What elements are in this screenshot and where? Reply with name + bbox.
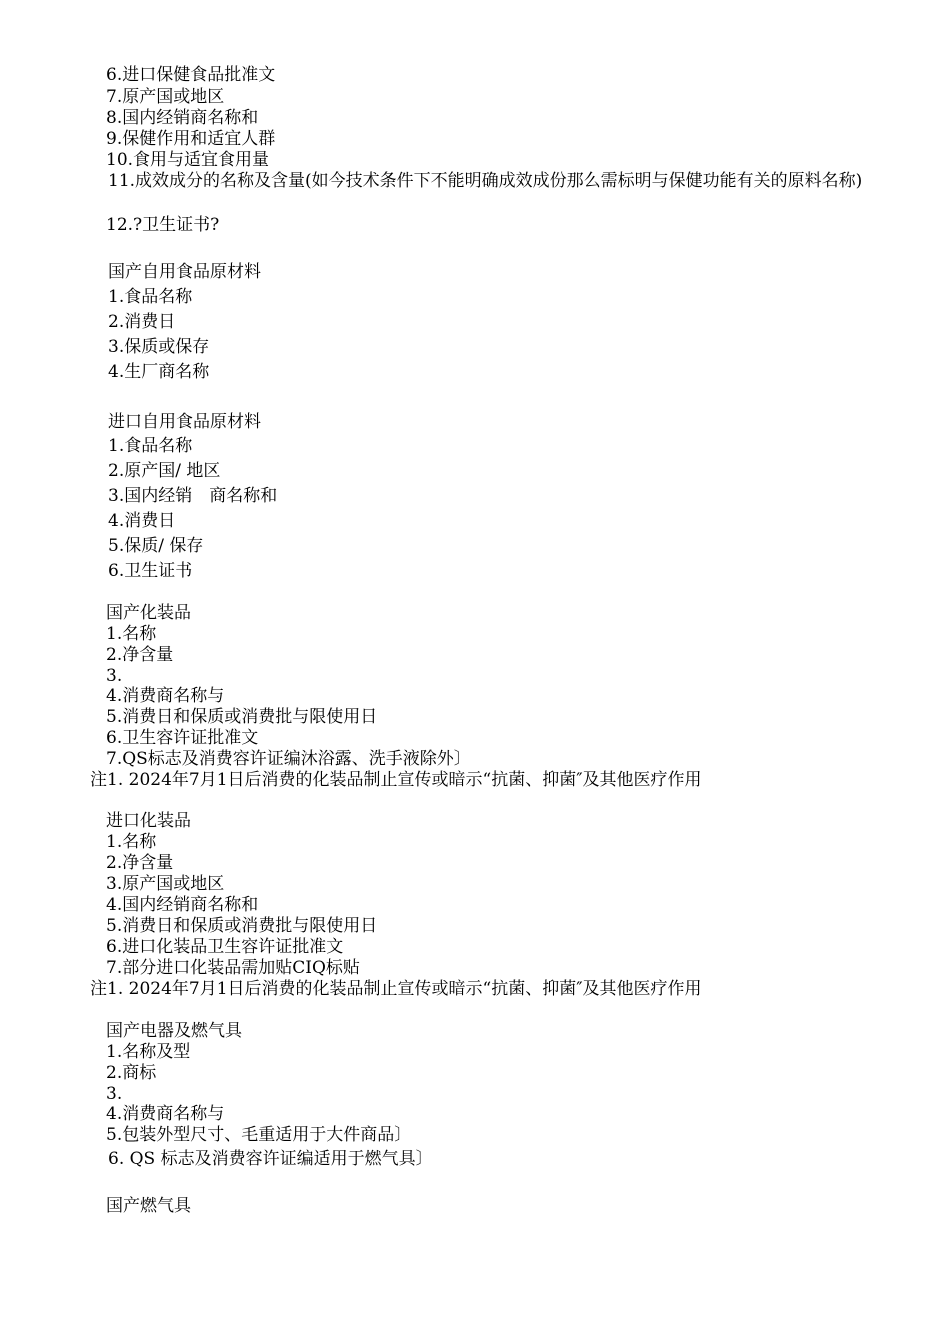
list-item: 5.消费日和保质或消费批与限使用日 [106,916,378,936]
list-item: 1.名称及型 [106,1042,191,1062]
list-item: 1.名称 [106,624,157,644]
list-item: 4.生厂商名称 [108,362,210,382]
section-title-domestic-gas-appliances: 国产燃气具 [106,1196,191,1216]
list-item: 5.保质/ 保存 [108,536,204,556]
list-item: 11.成效成分的名称及含量(如今技术条件下不能明确成效成份那么需标明与保健功能有关的原料名称) [108,171,863,191]
list-item: 3.国内经销 商名称和 [108,486,278,506]
list-item: 7.QS标志及消费容许证编沐浴露、洗手液除外〕 [106,749,471,769]
list-item: 5.消费日和保质或消费批与限使用日 [106,707,378,727]
list-item: 7.部分进口化装品需加贴CIQ标贴 [106,958,360,978]
list-item: 6.进口化装品卫生容许证批准文 [106,937,344,957]
section-title-imported-raw-food: 进口自用食品原材料 [108,412,261,432]
list-item: 3. [106,666,123,686]
list-item: 8.国内经销商名称和 [106,108,259,128]
list-item: 1.食品名称 [108,287,193,307]
section-title-imported-cosmetics: 进口化装品 [106,811,191,831]
list-item: 4.国内经销商名称和 [106,895,259,915]
list-item: 3.原产国或地区 [106,874,225,894]
list-item: 2.商标 [106,1063,157,1083]
list-item: 5.包装外型尺寸、毛重适用于大件商品〕 [106,1125,412,1145]
list-item: 6.卫生容许证批准文 [106,728,259,748]
section-title-domestic-appliances: 国产电器及燃气具 [106,1021,242,1041]
list-item: 1.食品名称 [108,436,193,456]
list-item: 4.消费日 [108,511,176,531]
list-item: 9.保健作用和适宜人群 [106,129,276,149]
list-item: 4.消费商名称与 [106,1104,225,1124]
section-title-domestic-raw-food: 国产自用食品原材料 [108,262,261,282]
note: 注1. 2024年7月1日后消费的化装品制止宣传或暗示“抗菌、抑菌″及其他医疗作用 [90,770,702,790]
section-title-domestic-cosmetics: 国产化装品 [106,603,191,623]
list-item: 7.原产国或地区 [106,87,225,107]
list-item: 1.名称 [106,832,157,852]
list-item: 4.消费商名称与 [106,686,225,706]
list-item: 10.食用与适宜食用量 [106,150,270,170]
list-item: 12.?卫生证书? [106,215,220,235]
list-item: 6.进口保健食品批准文 [106,65,276,85]
list-item: 2.消费日 [108,312,176,332]
list-item: 2.净含量 [106,645,174,665]
list-item: 6.卫生证书 [108,561,193,581]
list-item: 3.保质或保存 [108,337,210,357]
list-item: 2.原产国/ 地区 [108,461,221,481]
list-item: 3. [106,1084,123,1104]
list-item: 2.净含量 [106,853,174,873]
list-item: 6. QS 标志及消费容许证编适用于燃气具〕 [108,1149,433,1169]
note: 注1. 2024年7月1日后消费的化装品制止宣传或暗示“抗菌、抑菌″及其他医疗作用 [90,979,702,999]
